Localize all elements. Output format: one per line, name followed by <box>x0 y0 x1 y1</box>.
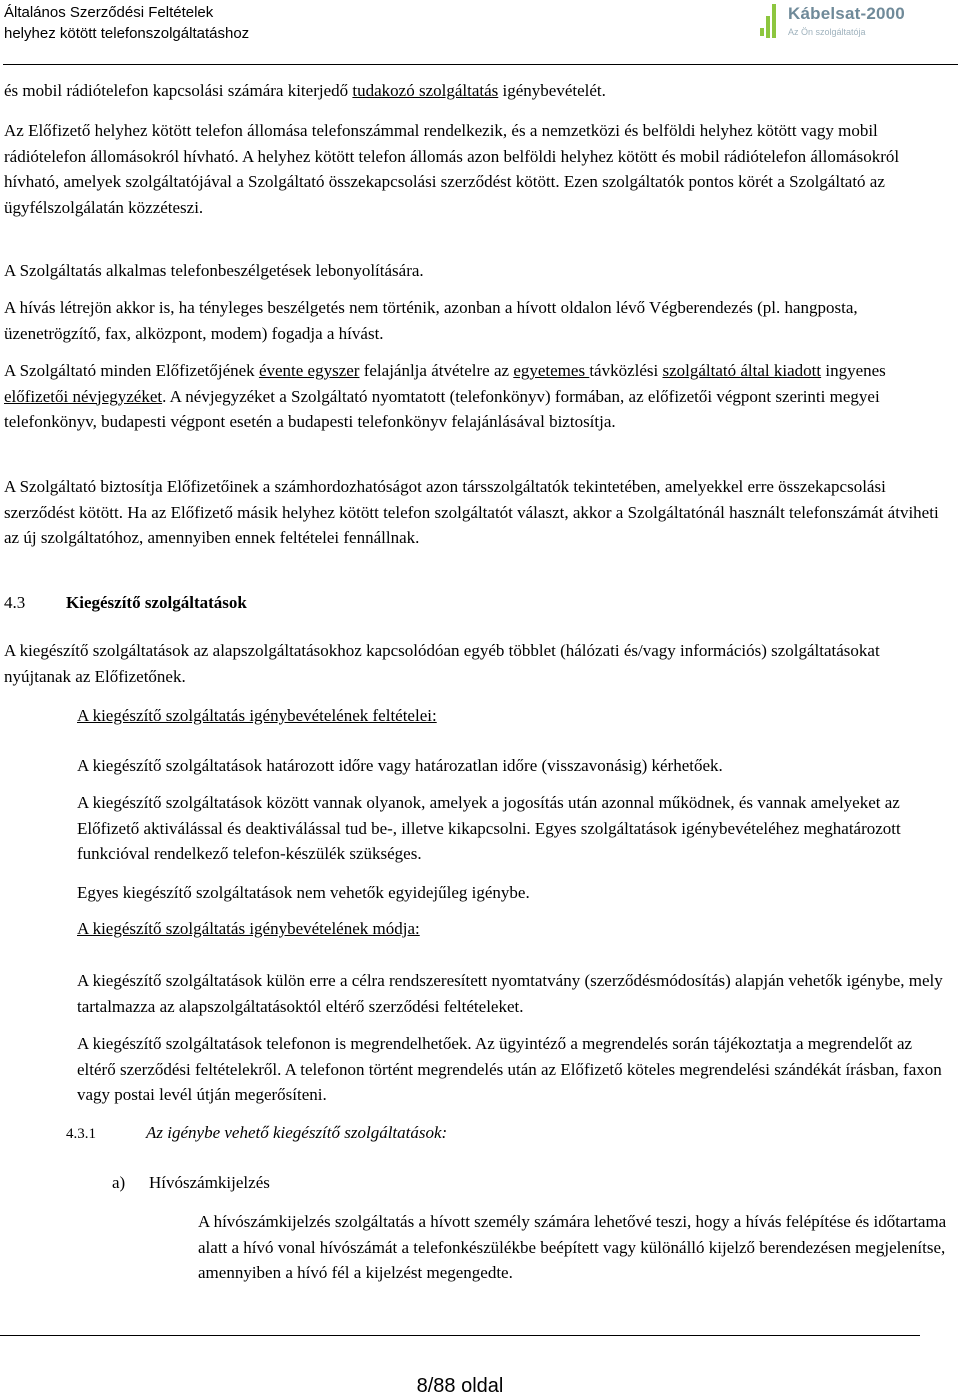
mode-heading: A kiegészítő szolgáltatás igénybevételének módja: <box>77 919 420 938</box>
subsection-title: Az igénybe vehető kiegészítő szolgáltatások: <box>146 1123 448 1142</box>
paragraph: A Szolgáltató biztosítja Előfizetőinek a számhordozhatóságot azon társszolgáltatók tekintetében, amelyekkel erre összekapcsolási szerződést kötött. Ha az Előfizető másik helyhez kötött telefon szolgáltatót választ, akkor a Szolgáltatónál használt telefonszámát átviheti az új szolgáltatóhoz, amennyiben ennek feltételei fennállnak. <box>4 477 939 547</box>
underlined-text: egyetemes <box>513 361 590 380</box>
paragraph: Egyes kiegészítő szolgáltatások nem vehetők egyidejűleg igénybe. <box>77 883 530 902</box>
text: ingyenes <box>821 361 886 380</box>
text: és mobil rádiótelefon kapcsolási számára kiterjedő <box>4 81 353 100</box>
paragraph: A kiegészítő szolgáltatások között vannak olyanok, amelyek a jogosítás után azonnal működnek, és vannak amelyeket az Előfizető aktiválással és deaktiválással tud be-, illetve kikapcsolni. Egyes szolgáltatások igénybevételéhez meghatározott funkcióval rendelkező telefon-készülék szükséges. <box>77 793 901 863</box>
paragraph <box>4 358 949 435</box>
section-heading <box>4 590 247 615</box>
text: A Szolgáltató minden Előfizetőjének <box>4 361 259 380</box>
directory-service-link[interactable]: tudakozó szolgáltatás <box>352 81 499 100</box>
document-title-line1: Általános Szerződési Feltételek <box>4 4 214 21</box>
list-item-title: Hívószámkijelzés <box>149 1173 270 1192</box>
document-title <box>4 2 249 44</box>
paragraph: A kiegészítő szolgáltatások az alapszolgáltatásokhoz kapcsolódóan egyéb többlet (hálózati és/vagy információs) szolgáltatásokat nyújtanak az Előfizetőnek. <box>4 641 880 686</box>
logo-bars-icon <box>760 2 780 40</box>
paragraph: Az Előfizető helyhez kötött telefon állomása telefonszámmal rendelkezik, és a nemzetközi és belföldi helyhez kötött vagy mobil rádiótelefon állomásokról hívható. A helyhez kötött telefon állomás azon belföldi helyhez kötött és mobil rádiótelefon állomásokról hívható, amelyek szolgáltatójával a Szolgáltató összekapcsolási szerződést kötött. Ezen szolgáltatók pontos körét a Szolgáltató az ügyfélszolgálatán közzéteszi. <box>4 121 900 217</box>
paragraph: A kiegészítő szolgáltatások határozott időre vagy határozatlan időre (visszavonásig) kérhetőek. <box>77 756 723 775</box>
paragraph: A kiegészítő szolgáltatások telefonon is megrendelhetőek. Az ügyintéző a megrendelés során tájékoztatja a megrendelőt az eltérő szerződési feltételekről. A telefonon történt megrendelés után az Előfizető köteles megrendelési szándékát írásban, faxon vagy postai levél útján megerősíteni. <box>77 1034 942 1104</box>
text: távközlési <box>589 361 663 380</box>
header-divider <box>3 64 958 65</box>
subsection-heading <box>66 1120 447 1147</box>
paragraph <box>4 78 954 104</box>
text: felajánlja átvételre az <box>359 361 514 380</box>
page-header <box>0 0 960 62</box>
page-number: 8/88 oldal <box>416 1375 504 1397</box>
section-number: 4.3 <box>4 593 26 612</box>
footer-divider <box>0 1335 920 1336</box>
text: . A névjegyzéket a Szolgáltató nyomtatott (telefonkönyv) formában, az előfizetői végpont szerinti megyei telefonkönyv, budapesti végpont esetén a budapesti telefonkönyv felajánlásával biztosítja. <box>4 386 880 431</box>
underlined-text: előfizetői névjegyzéket <box>4 386 163 406</box>
section-title: Kiegészítő szolgáltatások <box>66 593 247 612</box>
company-logo <box>760 2 955 42</box>
logo-name: Kábelsat-2000 <box>788 4 905 23</box>
subsection-number: 4.3.1 <box>66 1126 96 1142</box>
list-item-heading <box>112 1170 270 1195</box>
conditions-heading: A kiegészítő szolgáltatás igénybevételének feltételei: <box>77 706 437 725</box>
paragraph: A hívószámkijelzés szolgáltatás a hívott személy számára lehetővé teszi, hogy a hívás felépítése és időtartama alatt a hívó vonal hívószámát a telefonkészülékbe beépített vagy különálló kijelző berendezésen megjelenítse, amennyiben a hívó fél a kijelzést megengedte. <box>198 1212 947 1282</box>
text: igénybevételét. <box>498 81 606 100</box>
paragraph: A hívás létrejön akkor is, ha tényleges beszélgetés nem történik, azonban a hívott oldalon lévő Végberendezés (pl. hangposta, üzenetrögzítő, fax, alközpont, modem) fogadja a hívást. <box>4 298 858 343</box>
logo-tagline: Az Ön szolgáltatója <box>788 27 866 37</box>
list-marker: a) <box>112 1173 126 1192</box>
paragraph: A Szolgáltatás alkalmas telefonbeszélgetések lebonyolítására. <box>4 261 424 280</box>
paragraph: A kiegészítő szolgáltatások külön erre a célra rendszeresített nyomtatvány (szerződésmódosítás) alapján vehetők igénybe, mely tartalmazza az alapszolgáltatásoktól eltérő szerződési feltételeket. <box>77 971 943 1016</box>
underlined-text: szolgáltató által kiadott <box>662 361 822 380</box>
underlined-text: évente egyszer <box>258 361 360 380</box>
document-title-line2: helyhez kötött telefonszolgáltatáshoz <box>4 25 250 42</box>
